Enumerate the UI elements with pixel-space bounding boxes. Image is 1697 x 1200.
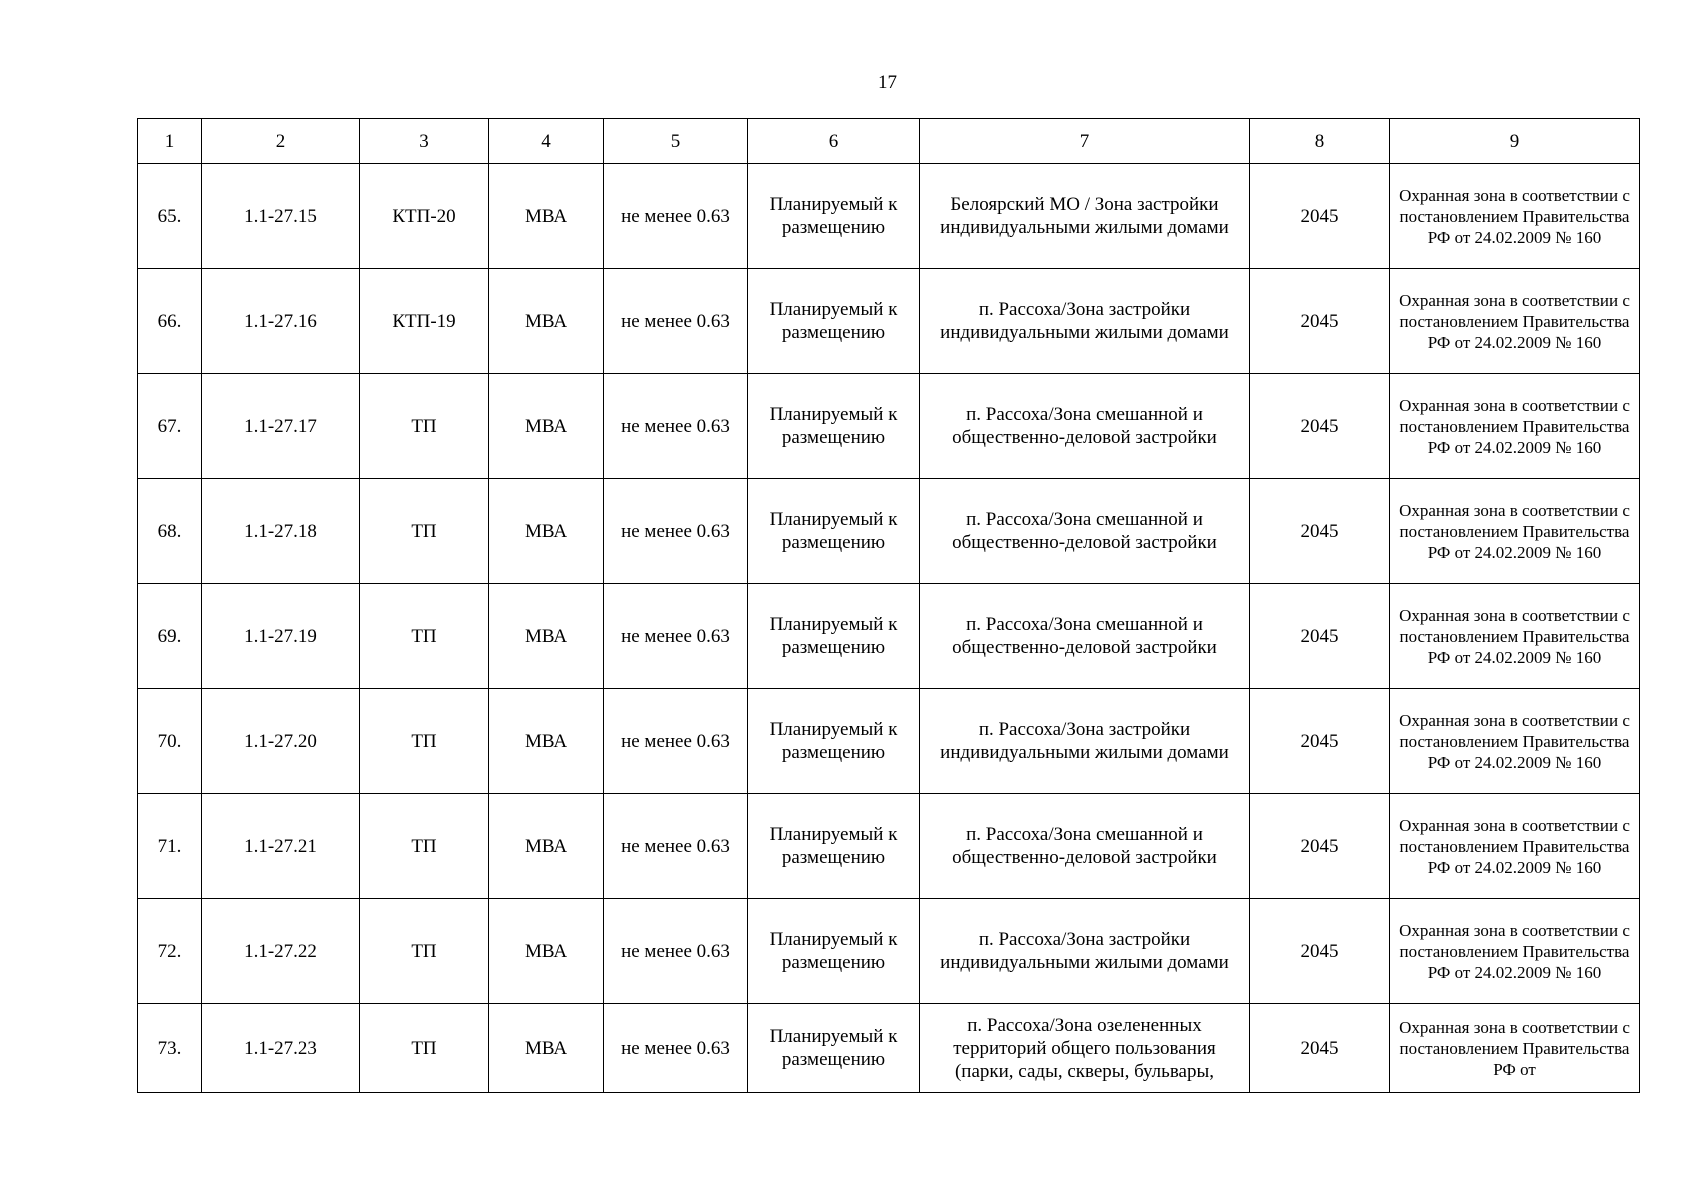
object-name-cell: ТП <box>360 899 489 1004</box>
code-cell: 1.1-27.15 <box>202 164 360 269</box>
protection-zone-cell: Охранная зона в соответствии с постановлением Правительства РФ от 24.02.2009 № 160 <box>1390 479 1640 584</box>
code-cell: 1.1-27.19 <box>202 584 360 689</box>
status-cell: Планируемый к размещению <box>748 584 920 689</box>
header-cell-6: 6 <box>748 119 920 164</box>
object-name-cell: ТП <box>360 1004 489 1093</box>
year-cell: 2045 <box>1250 899 1390 1004</box>
status-cell: Планируемый к размещению <box>748 374 920 479</box>
capacity-cell: не менее 0.63 <box>604 1004 748 1093</box>
code-cell: 1.1-27.23 <box>202 1004 360 1093</box>
row-number-cell: 71. <box>138 794 202 899</box>
table-row <box>138 479 1640 584</box>
status-cell: Планируемый к размещению <box>748 899 920 1004</box>
unit-cell: МВА <box>489 1004 604 1093</box>
year-cell: 2045 <box>1250 584 1390 689</box>
year-cell: 2045 <box>1250 374 1390 479</box>
table-row <box>138 1004 1640 1093</box>
table-row <box>138 899 1640 1004</box>
table-row <box>138 164 1640 269</box>
protection-zone-cell: Охранная зона в соответствии с постановлением Правительства РФ от 24.02.2009 № 160 <box>1390 794 1640 899</box>
protection-zone-cell: Охранная зона в соответствии с постановлением Правительства РФ от 24.02.2009 № 160 <box>1390 164 1640 269</box>
protection-zone-cell: Охранная зона в соответствии с постановлением Правительства РФ от 24.02.2009 № 160 <box>1390 269 1640 374</box>
capacity-cell: не менее 0.63 <box>604 374 748 479</box>
status-cell: Планируемый к размещению <box>748 794 920 899</box>
table-row <box>138 794 1640 899</box>
table-row <box>138 584 1640 689</box>
capacity-cell: не менее 0.63 <box>604 479 748 584</box>
row-number-cell: 73. <box>138 1004 202 1093</box>
location-cell: п. Рассоха/Зона смешанной и общественно-деловой застройки <box>920 479 1250 584</box>
capacity-cell: не менее 0.63 <box>604 269 748 374</box>
object-name-cell: ТП <box>360 794 489 899</box>
unit-cell: МВА <box>489 479 604 584</box>
protection-zone-cell: Охранная зона в соответствии с постановлением Правительства РФ от <box>1390 1004 1640 1093</box>
status-cell: Планируемый к размещению <box>748 1004 920 1093</box>
unit-cell: МВА <box>489 794 604 899</box>
location-cell: п. Рассоха/Зона застройки индивидуальными жилыми домами <box>920 269 1250 374</box>
status-cell: Планируемый к размещению <box>748 164 920 269</box>
table-header-row <box>138 119 1640 164</box>
row-number-cell: 72. <box>138 899 202 1004</box>
unit-cell: МВА <box>489 899 604 1004</box>
unit-cell: МВА <box>489 584 604 689</box>
location-cell: п. Рассоха/Зона озелененных территорий общего пользования (парки, сады, скверы, бульвары, <box>920 1004 1250 1093</box>
code-cell: 1.1-27.17 <box>202 374 360 479</box>
protection-zone-cell: Охранная зона в соответствии с постановлением Правительства РФ от 24.02.2009 № 160 <box>1390 584 1640 689</box>
code-cell: 1.1-27.21 <box>202 794 360 899</box>
object-name-cell: ТП <box>360 689 489 794</box>
object-name-cell: ТП <box>360 584 489 689</box>
capacity-cell: не менее 0.63 <box>604 584 748 689</box>
unit-cell: МВА <box>489 164 604 269</box>
year-cell: 2045 <box>1250 479 1390 584</box>
row-number-cell: 69. <box>138 584 202 689</box>
header-cell-3: 3 <box>360 119 489 164</box>
unit-cell: МВА <box>489 689 604 794</box>
year-cell: 2045 <box>1250 269 1390 374</box>
code-cell: 1.1-27.22 <box>202 899 360 1004</box>
status-cell: Планируемый к размещению <box>748 269 920 374</box>
location-cell: п. Рассоха/Зона застройки индивидуальными жилыми домами <box>920 689 1250 794</box>
header-cell-5: 5 <box>604 119 748 164</box>
object-name-cell: ТП <box>360 479 489 584</box>
location-cell: п. Рассоха/Зона смешанной и общественно-деловой застройки <box>920 374 1250 479</box>
table-row <box>138 269 1640 374</box>
table-row <box>138 689 1640 794</box>
header-cell-2: 2 <box>202 119 360 164</box>
protection-zone-cell: Охранная зона в соответствии с постановлением Правительства РФ от 24.02.2009 № 160 <box>1390 374 1640 479</box>
row-number-cell: 67. <box>138 374 202 479</box>
location-cell: Белоярский МО / Зона застройки индивидуальными жилыми домами <box>920 164 1250 269</box>
code-cell: 1.1-27.16 <box>202 269 360 374</box>
capacity-cell: не менее 0.63 <box>604 794 748 899</box>
object-name-cell: ТП <box>360 374 489 479</box>
header-cell-7: 7 <box>920 119 1250 164</box>
year-cell: 2045 <box>1250 689 1390 794</box>
unit-cell: МВА <box>489 269 604 374</box>
protection-zone-cell: Охранная зона в соответствии с постановлением Правительства РФ от 24.02.2009 № 160 <box>1390 899 1640 1004</box>
row-number-cell: 65. <box>138 164 202 269</box>
header-cell-8: 8 <box>1250 119 1390 164</box>
location-cell: п. Рассоха/Зона смешанной и общественно-деловой застройки <box>920 584 1250 689</box>
page-number: 17 <box>878 72 897 93</box>
year-cell: 2045 <box>1250 1004 1390 1093</box>
capacity-cell: не менее 0.63 <box>604 689 748 794</box>
object-name-cell: КТП-20 <box>360 164 489 269</box>
protection-zone-cell: Охранная зона в соответствии с постановлением Правительства РФ от 24.02.2009 № 160 <box>1390 689 1640 794</box>
status-cell: Планируемый к размещению <box>748 479 920 584</box>
header-cell-4: 4 <box>489 119 604 164</box>
status-cell: Планируемый к размещению <box>748 689 920 794</box>
header-cell-9: 9 <box>1390 119 1640 164</box>
row-number-cell: 68. <box>138 479 202 584</box>
code-cell: 1.1-27.20 <box>202 689 360 794</box>
row-number-cell: 70. <box>138 689 202 794</box>
year-cell: 2045 <box>1250 164 1390 269</box>
data-table <box>137 118 1640 1093</box>
location-cell: п. Рассоха/Зона застройки индивидуальными жилыми домами <box>920 899 1250 1004</box>
year-cell: 2045 <box>1250 794 1390 899</box>
unit-cell: МВА <box>489 374 604 479</box>
object-name-cell: КТП-19 <box>360 269 489 374</box>
capacity-cell: не менее 0.63 <box>604 164 748 269</box>
code-cell: 1.1-27.18 <box>202 479 360 584</box>
table-row <box>138 374 1640 479</box>
capacity-cell: не менее 0.63 <box>604 899 748 1004</box>
row-number-cell: 66. <box>138 269 202 374</box>
location-cell: п. Рассоха/Зона смешанной и общественно-деловой застройки <box>920 794 1250 899</box>
header-cell-1: 1 <box>138 119 202 164</box>
